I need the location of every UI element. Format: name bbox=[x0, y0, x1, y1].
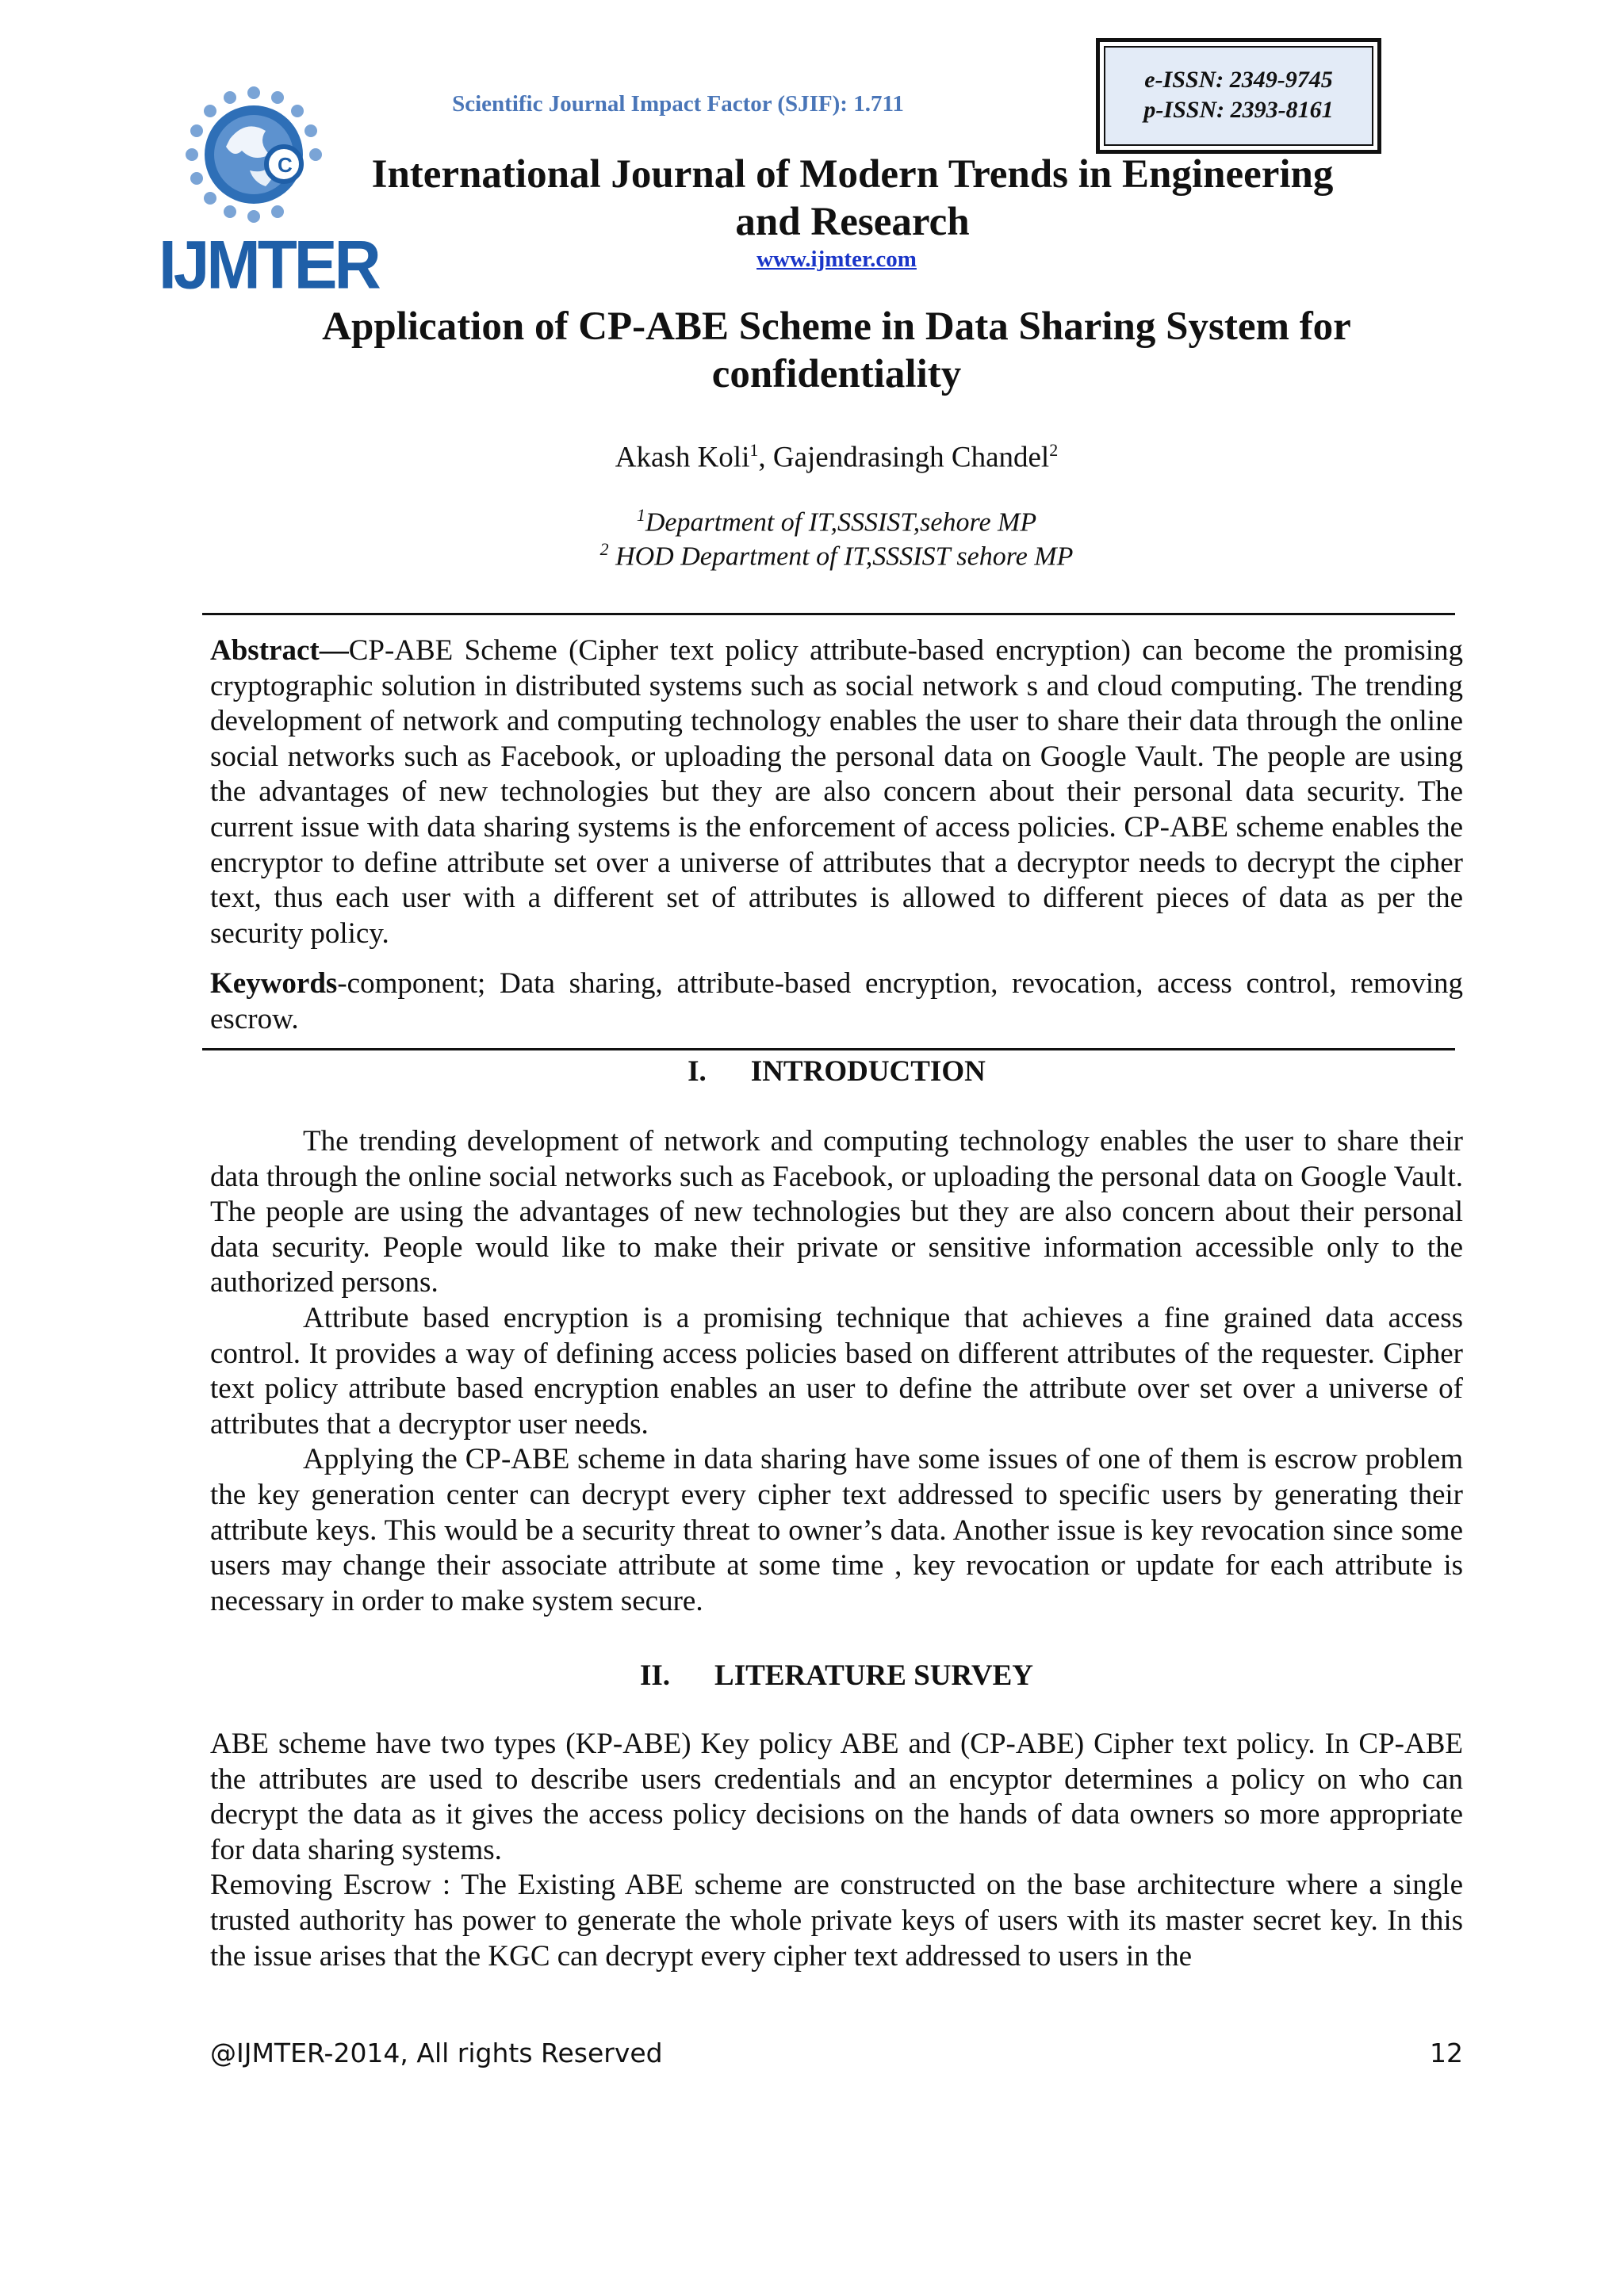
keywords-label: Keywords bbox=[210, 967, 338, 1000]
paragraph: Attribute based encryption is a promising technique that achieves a fine grained data access control. It provides a way of defining access policies based on different attributes of the requester. Cipher text policy attribute based encryption enables an user to define the attribute over set over a universe of attributes that a decryptor user needs. bbox=[210, 1301, 1463, 1441]
p-issn: p-ISSN: 2393-8161 bbox=[1143, 97, 1334, 123]
affil-mark: 1 bbox=[636, 505, 645, 525]
paragraph: The trending development of network and computing technology enables the user to share their data through the online social networks such as Facebook, or uploading the personal data on Google Vault. The people are using the advantages of new technologies but they are also concern about their personal data security. People would like to make their private or sensitive information accessible only to the authorized persons. bbox=[210, 1125, 1463, 1299]
issn-inner bbox=[1104, 46, 1373, 146]
globe-logo-icon bbox=[174, 75, 333, 234]
paragraph: Applying the CP-ABE scheme in data sharing have some issues of one of them is escrow problem the key generation center can decrypt every cipher text addressed to specific users by generating their attribute keys. This would be a security threat to owner’s data. Another issue is key revocation since some users may change their associate attribute at some time , key revocation or update for each attribute is necessary in order to make system secure. bbox=[210, 1443, 1463, 1617]
abstract-label: Abstract bbox=[210, 634, 320, 667]
section-title: INTRODUCTION bbox=[750, 1055, 986, 1088]
svg-text:C: C bbox=[278, 153, 293, 177]
section-heading bbox=[210, 1659, 1463, 1693]
section-heading bbox=[210, 1054, 1463, 1089]
section-title: LITERATURE SURVEY bbox=[714, 1659, 1034, 1692]
divider bbox=[202, 1048, 1455, 1050]
section-number: II. bbox=[639, 1659, 671, 1692]
paragraph: Removing Escrow : The Existing ABE scheme are constructed on the base architecture where a single trusted authority has power to generate the whole private keys of users with its master secret key. In this the issue arises that the KGC can decrypt every cipher text addressed to users in the bbox=[210, 1869, 1463, 1973]
author-separator: , bbox=[758, 441, 773, 474]
affil-text: Department of IT,SSSIST,sehore MP bbox=[645, 507, 1037, 538]
paragraph: ABE scheme have two types (KP-ABE) Key policy ABE and (CP-ABE) Cipher text policy. In CP-ABE the attributes are used to describe users credentials and an encyptor determines a policy on who can decrypt the data as it gives the access policy decisions on the hands of data owners so more appropriate for data sharing systems. bbox=[210, 1728, 1463, 1866]
abstract-text: CP-ABE Scheme (Cipher text policy attribute-based encryption) can become the promising cryptographic solution in distributed systems such as social network s and cloud computing. The trending development of network and computing technology enables the user to share their data through the online social networks such as Facebook, or uploading the personal data on Google Vault. The people are using the advantages of new technologies but they are also concern about their personal data security. The current issue with data sharing systems is the enforcement of access policies. CP-ABE scheme enables the encryptor to define attribute set over a universe of attributes that a decryptor needs to decrypt the cipher text, thus each user with a different set of attributes is allowed to different pieces of data as per the security policy. bbox=[210, 634, 1463, 950]
journal-title: International Journal of Modern Trends in Engineering and Research bbox=[371, 152, 1334, 244]
affil-mark: 2 bbox=[599, 539, 609, 559]
affiliation bbox=[238, 505, 1435, 538]
issn-box bbox=[1096, 38, 1381, 154]
affil-text: HOD Department of IT,SSSIST sehore MP bbox=[608, 541, 1074, 572]
divider bbox=[202, 613, 1455, 615]
author-affil-mark: 2 bbox=[1049, 440, 1059, 460]
keywords bbox=[210, 966, 1463, 1037]
logo-text: IJMTER bbox=[159, 227, 378, 304]
abstract-dash: — bbox=[319, 634, 349, 667]
paper-title: Application of CP-ABE Scheme in Data Sharing System for confidentiality bbox=[322, 304, 1351, 396]
journal-logo bbox=[159, 75, 378, 304]
author-name: Akash Koli bbox=[615, 441, 750, 474]
abstract bbox=[210, 633, 1463, 951]
literature-survey-body bbox=[210, 1727, 1463, 1974]
author-name: Gajendrasingh Chandel bbox=[772, 441, 1050, 474]
footer-copyright: @IJMTER-2014, All rights Reserved bbox=[210, 2038, 663, 2068]
section-number: I. bbox=[688, 1055, 707, 1088]
keywords-text: -component; Data sharing, attribute-based encryption, revocation, access control, removing escrow. bbox=[210, 967, 1463, 1035]
e-issn: e-ISSN: 2349-9745 bbox=[1144, 67, 1333, 93]
author-list bbox=[238, 440, 1435, 474]
impact-factor: Scientific Journal Impact Factor (SJIF): 1.711 bbox=[452, 91, 904, 117]
page-number: 12 bbox=[1430, 2038, 1463, 2068]
author-affil-mark: 1 bbox=[749, 440, 759, 460]
journal-url-link[interactable]: www.ijmter.com bbox=[756, 247, 917, 272]
affiliation bbox=[238, 539, 1435, 572]
introduction-body bbox=[210, 1124, 1463, 1619]
